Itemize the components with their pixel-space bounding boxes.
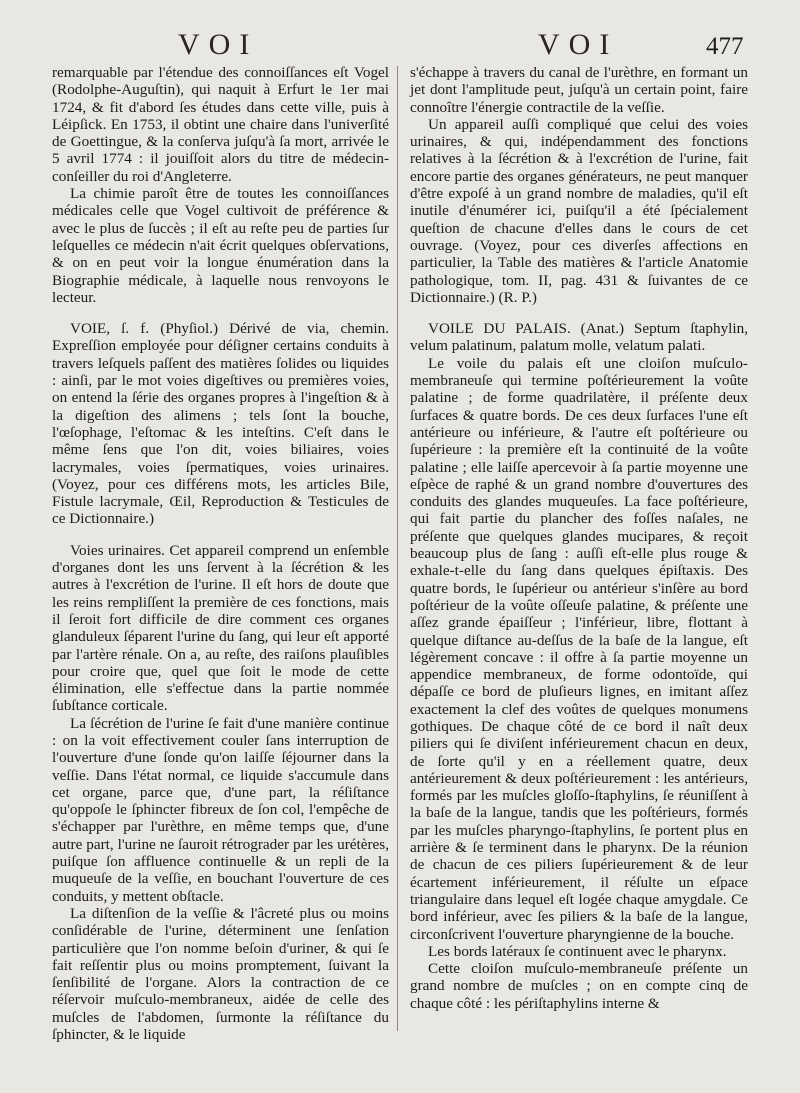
running-head-right: VOI <box>538 28 619 61</box>
entry-voie: VOIE, ſ. f. (Phyſiol.) Dérivé de via, chemin. Expreſſion employée pour déſigner certains conduits à travers leſquels paſſent des matières ſolides ou liquides : ainſi, par le mot voies digeſtives ou premières voies, on entend la ſérie des organes propres à l'ingeſtion & à la digeſtion des alimens ; tels ſont la bouche, l'œſophage, l'eſtomac & les inteſtins. C'eſt dans le même ſens que l'on dit, voies biliaires, voies lacrymales, voies ſpermatiques, voies urinaires. (Voyez, pour ces différens mots, les articles Bile, Fistule lacrymale, Œil, Reproduction & Testicules de ce Dictionnaire.) <box>52 320 389 528</box>
entry-voile-du-palais: VOILE DU PALAIS. (Anat.) Septum ſtaphylin, velum palatinum, palatum molle, velatum palati. <box>410 320 748 355</box>
paragraph-appareil: Un appareil auſſi compliqué que celui des voies urinaires, & qui, indépendamment des fonctions relatives à la ſécrétion & à l'excrétion de l'urine, fait encore partie des organes générateurs, ne peut manquer d'être expoſé à un grand nombre de maladies, qu'il eſt inutile d'énumérer ici, puiſqu'il a été ſpécialement queſtion de chacune d'elles dans le cours de cet ouvrage. (Voyez, pour ces diverſes affections en particulier, la Table des matières & l'article Anatomie pathologique, tom. II, pag. 431 & ſuivantes de ce Dictionnaire.) (R. P.) <box>410 115 748 306</box>
paragraph-cloison: Cette cloiſon muſculo-membraneuſe préſente un grand nombre de muſcles ; on en compte cinq de chaque côté : les périſtaphylins interne & <box>410 960 748 1012</box>
paragraph-chimie: La chimie paroît être de toutes les connoiſſances médicales celle que Vogel cultivoit de préférence & avec le plus de ſuccès ; il eſt au reſte peu de parties ſur leſquelles ce médecin n'ait écrit quelques obſervations, & on en peut voir la longue énumération dans la Biographie médicale, à laquelle nous renvoyons le lecteur. <box>52 185 389 306</box>
page-number: 477 <box>706 33 744 60</box>
paragraph-continuation: s'échappe à travers du canal de l'urèthre, en formant un jet dont l'amplitude peut, juſqu'à un certain point, faire connoître l'énergie contractile de la veſſie. <box>410 64 748 116</box>
left-column <box>52 64 389 1043</box>
right-column <box>410 64 748 1012</box>
paragraph-secretion: La ſécrétion de l'urine ſe fait d'une manière continue : on la voit effectivement couler ſans interruption de l'ouverture d'une ſonde qu'on laiſſe ſéjourner dans la veſſie. Dans l'état normal, ce liquide s'accumule dans cet organe, parce que, d'une part, la réſiſtance qu'oppoſe le ſphincter fibreux de ſon col, l'empêche de s'échapper par l'urèthre, en même temps que, d'une autre part, l'urine ne ſauroit rétrograder par les urétères, puiſque ſon affluence continuelle & un repli de la muqueuſe de la veſſie, en bouchant l'ouverture de ces conduits, y mettent obſtacle. <box>52 714 389 905</box>
column-divider <box>397 66 398 1031</box>
paragraph-continuation: remarquable par l'étendue des connoiſſances eſt Vogel (Rodolphe-Auguſtin), qui naquit à Erfurt le 1er mai 1724, & fit d'abord ſes études dans cette ville, puis à Léipſick. En 1753, il obtint une chaire dans l'univerſité de Goettingue, & la conſerva juſqu'à ſa mort, arrivée le 5 avril 1774 : il jouiſſoit alors du titre de médecin-conſeiller du roi d'Angleterre. <box>52 64 389 185</box>
paragraph-distension: La diſtenſion de la veſſie & l'âcreté plus ou moins conſidérable de l'urine, déterminent une ſenſation particulière que l'on nomme beſoin d'uriner, & qui ſe fait reſſentir plus ou moins promptement, ſuivant la ſenſibilité de l'organe. Alors la contraction de ce réſervoir muſculo-membraneux, aidée de celle des muſcles de l'abdomen, ſurmonte la réſiſtance du ſphincter, & le liquide <box>52 904 389 1044</box>
paragraph-voile-description: Le voile du palais eſt une cloiſon muſculo-membraneuſe qui termine poſtérieurement la voûte palatine ; de forme quadrilatère, il préſente deux ſurfaces & quatre bords. De ces deux ſurfaces l'une eſt antérieure ou inférieure, & l'autre eſt poſtérieure ou ſupérieure : la première eſt la continuité de la voûte palatine ; elle laiſſe apercevoir à ſa partie moyenne une eſpèce de raphé & un grand nombre d'ouvertures des conduits des glandes muqueuſes. La face poſtérieure, qui fait partie du plancher des foſſes naſales, ne préſente que quelques glandes mucipares, & reçoit beaucoup plus de ſang : auſſi eſt-elle plus rouge & exhale-t-elle du ſang dans quelques épiſtaxis. Des quatre bords, le ſupérieur ou antérieur s'inſère au bord poſtérieur de la voûte oſſeuſe palatine, & préſente une aſſez grande épaiſſeur ; l'inférieur, libre, flottant à quelque diſtance au-deſſus de la baſe de la langue, eſt légèrement concave : il offre à ſa partie moyenne un appendice membraneux, de forme odontoïde, qui dépaſſe ce bord de pluſieurs lignes, en imitant aſſez exactement la clef des voûtes de quelques monumens gothiques. De chaque côté de ce bord il naît deux piliers qui ſe diviſent inférieurement chacun en deux, de ſorte qu'il y en a réellement quatre, deux antérieurement & deux poſtérieurement : les antérieurs, formés par les muſcles gloſſo-ſtaphylins, ſe réuniſſent à la baſe de la langue, tandis que les poſtérieurs, formés par les muſcles pharyngo-ſtaphylins, ſe portent plus en arrière & ſe terminent dans le pharynx. De la réunion de chacun de ces piliers ſupérieurement & de leur écartement inférieurement, il réſulte un eſpace triangulaire dans lequel eſt logée chaque amygdale. Ce bord inférieur, avec ſes piliers & la baſe de la langue, circonſcrivent l'ouverture pharyngienne de la bouche. <box>410 354 748 943</box>
running-head-left: VOI <box>178 28 259 61</box>
entry-voies-urinaires: Voies urinaires. Cet appareil comprend un enſemble d'organes dont les uns ſervent à la ſécrétion & les autres à l'excrétion de l'urine. Il eſt hors de doute que les reins rempliſſent la première de ces fonctions, mais il ſeroit fort difficile de dire comment ces organes glanduleux ſéparent l'urine du ſang, qui leur eſt apporté par l'artère rénale. On a, au reſte, des raiſons plauſibles pour croire que, quel que ſoit le mode de cette élimination, elle s'effectue dans la partie nommée ſubſtance corticale. <box>52 541 389 715</box>
paragraph-bords-lateraux: Les bords latéraux ſe continuent avec le pharynx. <box>428 942 727 960</box>
